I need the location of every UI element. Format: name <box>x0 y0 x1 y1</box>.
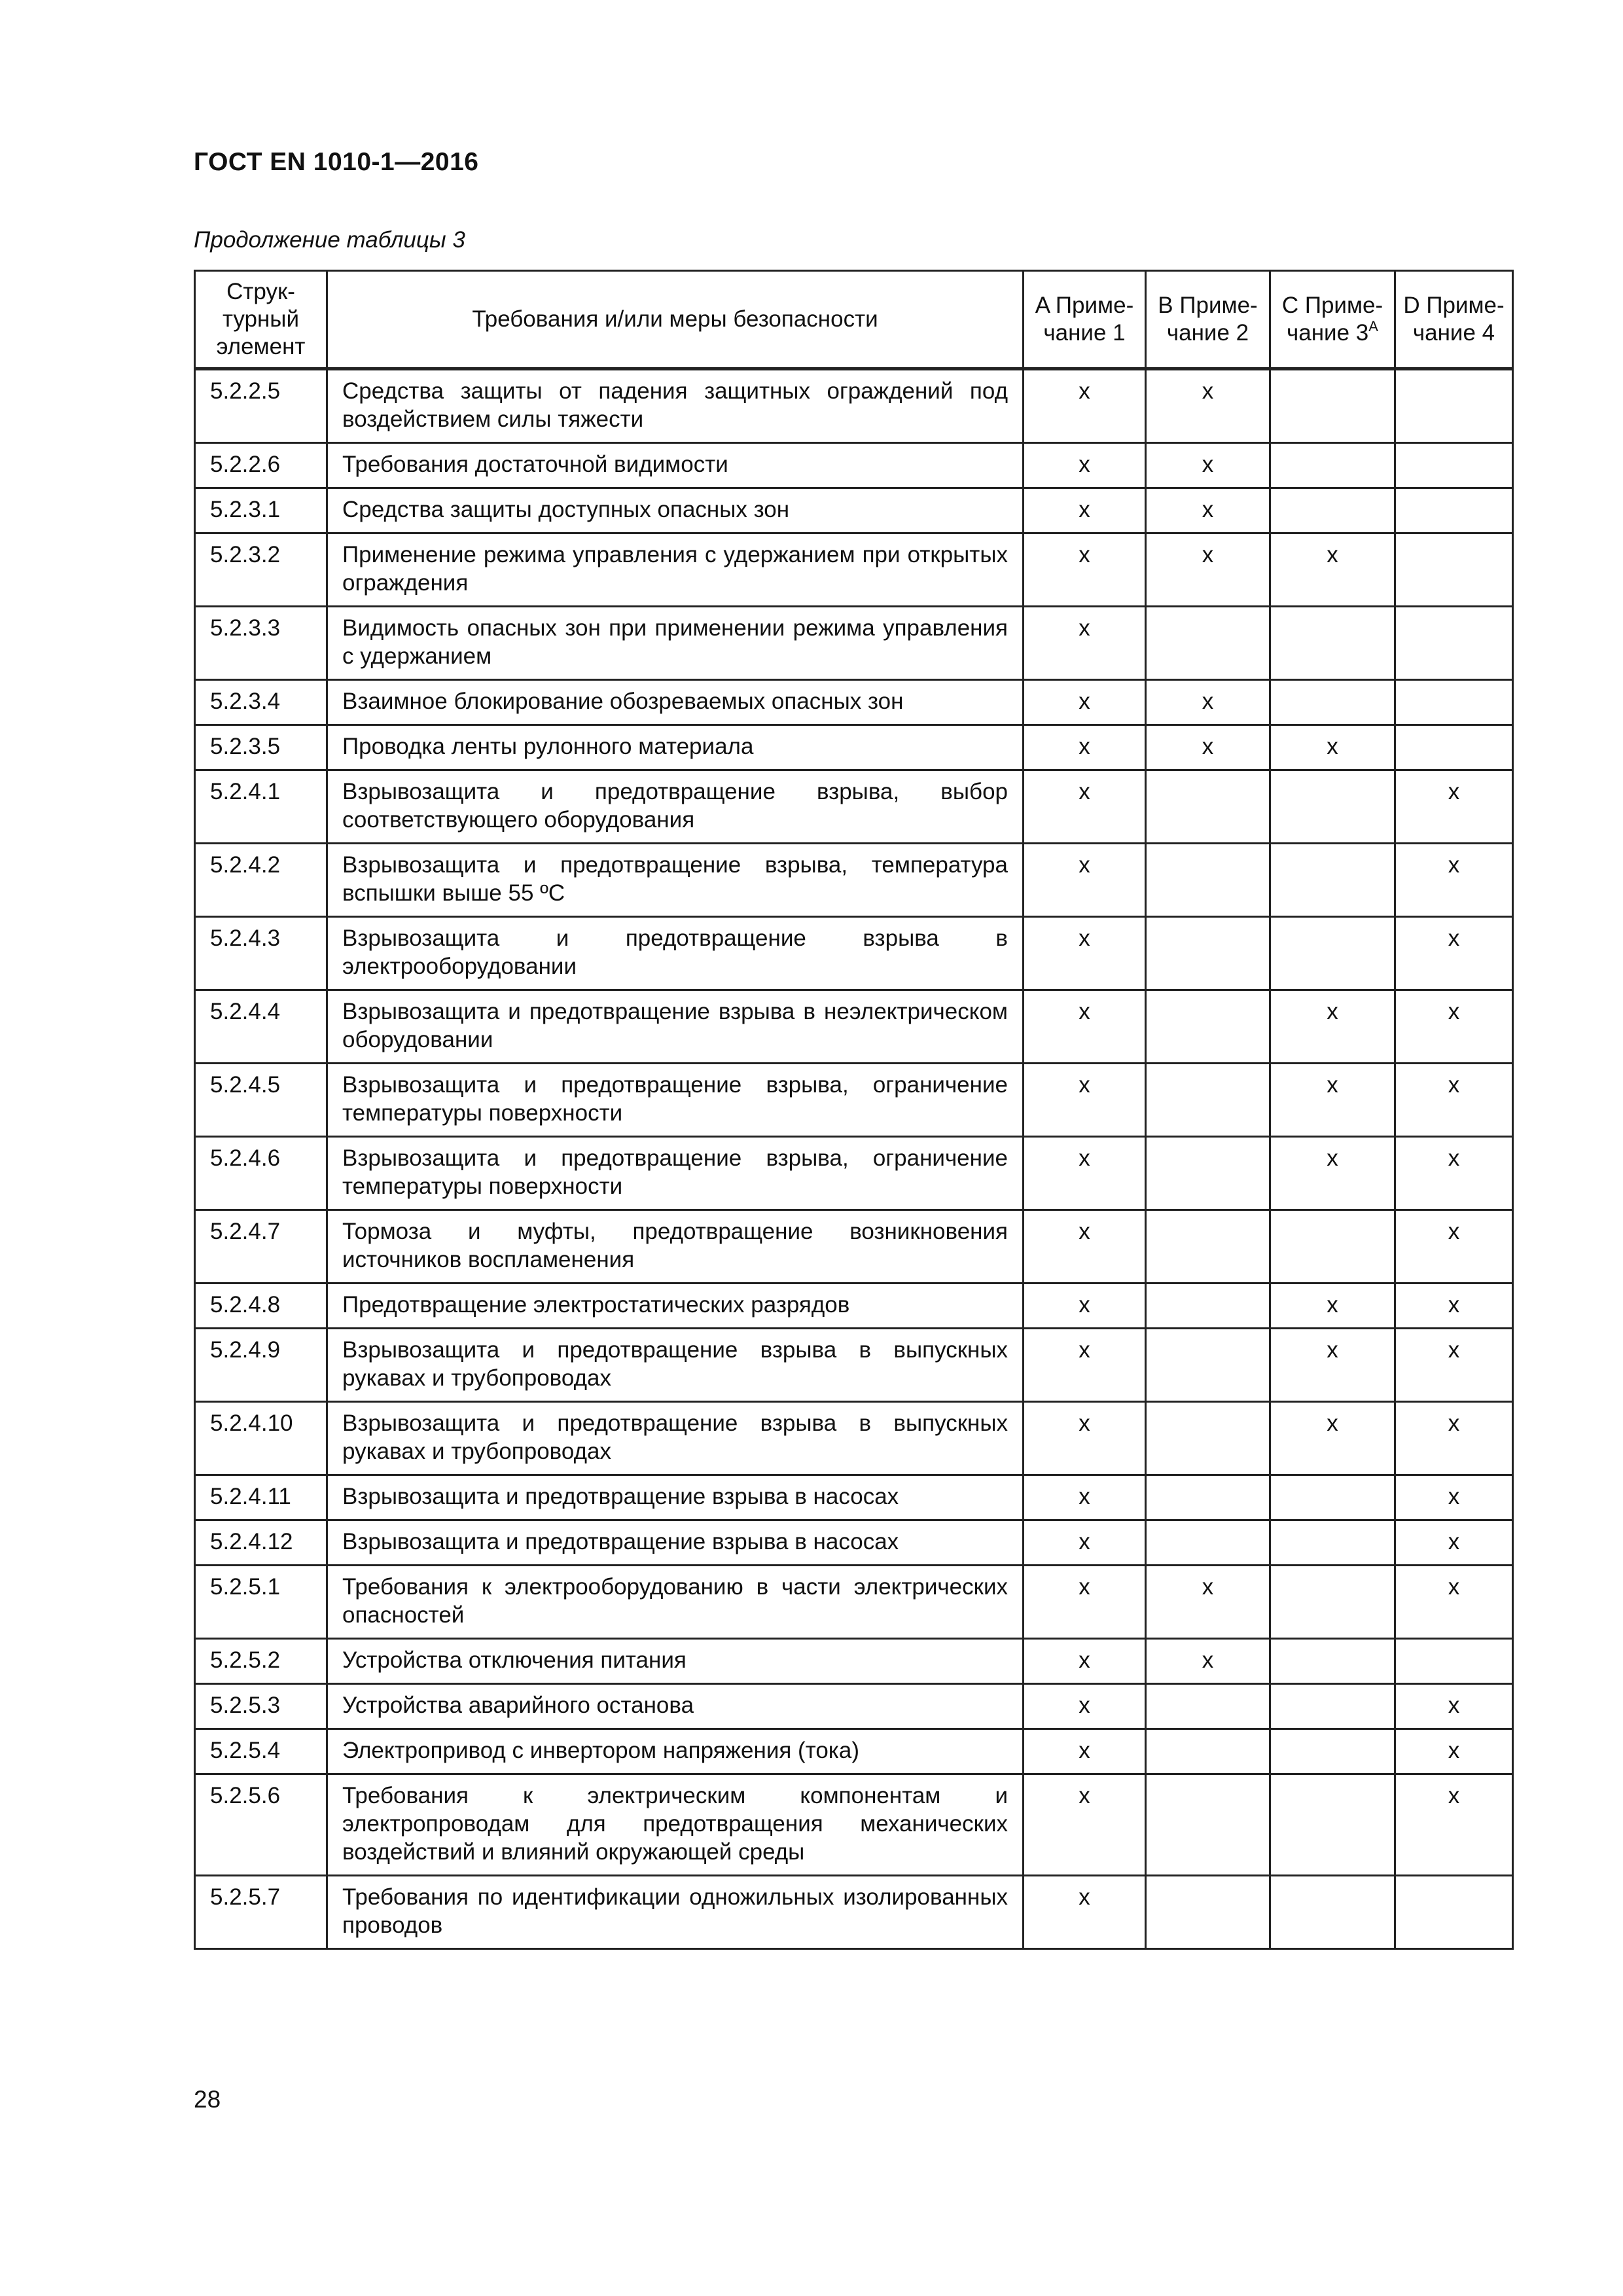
structural-element-cell: 5.2.4.11 <box>195 1475 327 1520</box>
note-d-cell: x <box>1395 1729 1513 1774</box>
note-d-cell <box>1395 488 1513 533</box>
table-row <box>195 1210 1513 1283</box>
note-b-cell: x <box>1146 443 1270 488</box>
table-row <box>195 1566 1513 1639</box>
table-row <box>195 1137 1513 1210</box>
note-b-cell: x <box>1146 533 1270 607</box>
table-row <box>195 1876 1513 1949</box>
structural-element-cell: 5.2.5.2 <box>195 1639 327 1684</box>
note-d-cell <box>1395 443 1513 488</box>
table-row <box>195 1064 1513 1137</box>
requirements-table <box>194 270 1514 1950</box>
note-b-cell <box>1146 1329 1270 1402</box>
structural-element-cell: 5.2.3.3 <box>195 607 327 680</box>
note-b-cell <box>1146 1876 1270 1949</box>
note-a-cell: x <box>1024 1402 1146 1475</box>
note-d-cell: x <box>1395 1684 1513 1729</box>
note-d-cell <box>1395 1639 1513 1684</box>
requirement-cell: Требования по идентификации одножильных изолированных проводов <box>327 1876 1024 1949</box>
note-c-cell <box>1270 1774 1395 1876</box>
note-c-cell: x <box>1270 1329 1395 1402</box>
table-row <box>195 488 1513 533</box>
note-c-cell: x <box>1270 1064 1395 1137</box>
note-d-cell: x <box>1395 1520 1513 1566</box>
note-a-cell: x <box>1024 1774 1146 1876</box>
note-d-cell: x <box>1395 1283 1513 1329</box>
note-c-cell <box>1270 1475 1395 1520</box>
structural-element-cell: 5.2.2.5 <box>195 369 327 443</box>
header-note-c <box>1270 271 1395 369</box>
table-row <box>195 369 1513 443</box>
table-row <box>195 607 1513 680</box>
note-b-cell <box>1146 1684 1270 1729</box>
note-c-cell <box>1270 1210 1395 1283</box>
header-element <box>195 271 327 369</box>
note-d-cell <box>1395 725 1513 770</box>
note-b-cell <box>1146 607 1270 680</box>
note-c-cell <box>1270 917 1395 990</box>
requirement-cell: Устройства отключения питания <box>327 1639 1024 1684</box>
note-b-cell <box>1146 1137 1270 1210</box>
note-c-cell <box>1270 1876 1395 1949</box>
note-c-cell: x <box>1270 725 1395 770</box>
note-d-cell <box>1395 680 1513 725</box>
requirement-cell: Взрывозащита и предотвращение взрыва в выпускных рукавах и трубопроводах <box>327 1329 1024 1402</box>
note-b-cell <box>1146 917 1270 990</box>
structural-element-cell: 5.2.4.7 <box>195 1210 327 1283</box>
header-note-d-label: D Приме-чание 4 <box>1403 293 1505 346</box>
table-row <box>195 533 1513 607</box>
note-a-cell: x <box>1024 1283 1146 1329</box>
note-b-cell <box>1146 1064 1270 1137</box>
structural-element-cell: 5.2.4.12 <box>195 1520 327 1566</box>
table-row <box>195 1283 1513 1329</box>
header-requirements <box>327 271 1024 369</box>
structural-element-cell: 5.2.3.2 <box>195 533 327 607</box>
note-a-cell: x <box>1024 725 1146 770</box>
note-a-cell: x <box>1024 1729 1146 1774</box>
note-c-cell <box>1270 1729 1395 1774</box>
table-row <box>195 917 1513 990</box>
header-note-a-label: A Приме-чание 1 <box>1035 293 1134 346</box>
note-b-cell <box>1146 1774 1270 1876</box>
requirement-cell: Взрывозащита и предотвращение взрыва в электрооборудовании <box>327 917 1024 990</box>
note-d-cell: x <box>1395 1329 1513 1402</box>
note-a-cell: x <box>1024 770 1146 844</box>
note-b-cell <box>1146 844 1270 917</box>
note-c-cell <box>1270 1566 1395 1639</box>
note-a-cell: x <box>1024 844 1146 917</box>
note-d-cell: x <box>1395 1475 1513 1520</box>
requirement-cell: Электропривод с инвертором напряжения (тока) <box>327 1729 1024 1774</box>
note-b-cell <box>1146 1210 1270 1283</box>
requirement-cell: Требования к электрическим компонентам и электропроводам для предотвращения механических воздействий и влияний окружающей среды <box>327 1774 1024 1876</box>
table-row <box>195 1684 1513 1729</box>
note-a-cell: x <box>1024 1210 1146 1283</box>
requirement-cell: Средства защиты доступных опасных зон <box>327 488 1024 533</box>
note-b-cell <box>1146 990 1270 1064</box>
note-b-cell: x <box>1146 680 1270 725</box>
note-c-cell <box>1270 1639 1395 1684</box>
note-d-cell <box>1395 369 1513 443</box>
table-row <box>195 725 1513 770</box>
header-row <box>195 271 1513 369</box>
structural-element-cell: 5.2.4.6 <box>195 1137 327 1210</box>
document-title: ГОСТ EN 1010-1—2016 <box>194 148 479 176</box>
note-d-cell: x <box>1395 1064 1513 1137</box>
note-c-cell <box>1270 488 1395 533</box>
table-caption: Продолжение таблицы 3 <box>194 227 465 253</box>
table-row <box>195 770 1513 844</box>
header-note-b <box>1146 271 1270 369</box>
requirement-cell: Взрывозащита и предотвращение взрыва, температура вспышки выше 55 ºC <box>327 844 1024 917</box>
note-d-cell: x <box>1395 917 1513 990</box>
note-a-cell: x <box>1024 1137 1146 1210</box>
note-d-cell: x <box>1395 1402 1513 1475</box>
note-c-cell <box>1270 443 1395 488</box>
note-a-cell: x <box>1024 488 1146 533</box>
note-a-cell: x <box>1024 1566 1146 1639</box>
structural-element-cell: 5.2.4.2 <box>195 844 327 917</box>
header-note-a <box>1024 271 1146 369</box>
requirement-cell: Взрывозащита и предотвращение взрыва, ограничение температуры поверхности <box>327 1137 1024 1210</box>
header-note-b-label: B Приме-чание 2 <box>1158 293 1258 346</box>
structural-element-cell: 5.2.3.5 <box>195 725 327 770</box>
note-a-cell: x <box>1024 1876 1146 1949</box>
requirement-cell: Предотвращение электростатических разрядов <box>327 1283 1024 1329</box>
note-b-cell: x <box>1146 369 1270 443</box>
note-a-cell: x <box>1024 607 1146 680</box>
note-b-cell <box>1146 1283 1270 1329</box>
table-row <box>195 1639 1513 1684</box>
requirement-cell: Применение режима управления с удержанием при открытых ограждения <box>327 533 1024 607</box>
note-a-cell: x <box>1024 1329 1146 1402</box>
header-note-c-superscript: A <box>1368 318 1378 334</box>
note-c-cell <box>1270 844 1395 917</box>
requirement-cell: Средства защиты от падения защитных ограждений под воздействием силы тяжести <box>327 369 1024 443</box>
structural-element-cell: 5.2.4.8 <box>195 1283 327 1329</box>
note-a-cell: x <box>1024 680 1146 725</box>
header-note-d <box>1395 271 1513 369</box>
note-c-cell <box>1270 1684 1395 1729</box>
note-d-cell: x <box>1395 770 1513 844</box>
structural-element-cell: 5.2.5.6 <box>195 1774 327 1876</box>
structural-element-cell: 5.2.4.4 <box>195 990 327 1064</box>
structural-element-cell: 5.2.2.6 <box>195 443 327 488</box>
note-c-cell <box>1270 1520 1395 1566</box>
note-b-cell <box>1146 770 1270 844</box>
note-d-cell <box>1395 607 1513 680</box>
structural-element-cell: 5.2.4.3 <box>195 917 327 990</box>
requirement-cell: Устройства аварийного останова <box>327 1684 1024 1729</box>
header-element-label: Струк-турный элемент <box>216 279 306 359</box>
note-a-cell: x <box>1024 443 1146 488</box>
note-a-cell: x <box>1024 533 1146 607</box>
table-row <box>195 844 1513 917</box>
note-d-cell: x <box>1395 844 1513 917</box>
note-d-cell: x <box>1395 1137 1513 1210</box>
note-a-cell: x <box>1024 369 1146 443</box>
table-row <box>195 1329 1513 1402</box>
note-b-cell: x <box>1146 488 1270 533</box>
note-a-cell: x <box>1024 1475 1146 1520</box>
requirement-cell: Проводка ленты рулонного материала <box>327 725 1024 770</box>
header-note-c-label: C Приме-чание 3 <box>1281 293 1383 346</box>
note-a-cell: x <box>1024 1064 1146 1137</box>
table-body <box>195 369 1513 1949</box>
structural-element-cell: 5.2.5.7 <box>195 1876 327 1949</box>
structural-element-cell: 5.2.3.1 <box>195 488 327 533</box>
requirement-cell: Видимость опасных зон при применении режима управления с удержанием <box>327 607 1024 680</box>
note-c-cell: x <box>1270 1283 1395 1329</box>
note-a-cell: x <box>1024 1639 1146 1684</box>
structural-element-cell: 5.2.4.9 <box>195 1329 327 1402</box>
note-d-cell: x <box>1395 990 1513 1064</box>
note-b-cell <box>1146 1475 1270 1520</box>
requirement-cell: Взрывозащита и предотвращение взрыва в насосах <box>327 1520 1024 1566</box>
requirement-cell: Взрывозащита и предотвращение взрыва, выбор соответствующего оборудования <box>327 770 1024 844</box>
note-b-cell: x <box>1146 1566 1270 1639</box>
requirement-cell: Тормоза и муфты, предотвращение возникновения источников воспламенения <box>327 1210 1024 1283</box>
note-b-cell: x <box>1146 1639 1270 1684</box>
table-row <box>195 1774 1513 1876</box>
structural-element-cell: 5.2.4.5 <box>195 1064 327 1137</box>
structural-element-cell: 5.2.4.1 <box>195 770 327 844</box>
note-b-cell <box>1146 1402 1270 1475</box>
note-a-cell: x <box>1024 1684 1146 1729</box>
note-d-cell: x <box>1395 1210 1513 1283</box>
table-row <box>195 680 1513 725</box>
table-row <box>195 1475 1513 1520</box>
note-c-cell <box>1270 369 1395 443</box>
note-b-cell: x <box>1146 725 1270 770</box>
note-d-cell: x <box>1395 1566 1513 1639</box>
note-d-cell <box>1395 1876 1513 1949</box>
page-number: 28 <box>194 2086 221 2113</box>
requirement-cell: Взрывозащита и предотвращение взрыва в насосах <box>327 1475 1024 1520</box>
requirement-cell: Требования достаточной видимости <box>327 443 1024 488</box>
note-c-cell <box>1270 680 1395 725</box>
table-row <box>195 1729 1513 1774</box>
structural-element-cell: 5.2.5.3 <box>195 1684 327 1729</box>
note-a-cell: x <box>1024 990 1146 1064</box>
note-c-cell: x <box>1270 1137 1395 1210</box>
note-a-cell: x <box>1024 917 1146 990</box>
note-d-cell: x <box>1395 1774 1513 1876</box>
table-row <box>195 1520 1513 1566</box>
structural-element-cell: 5.2.4.10 <box>195 1402 327 1475</box>
note-c-cell <box>1270 770 1395 844</box>
table-row <box>195 990 1513 1064</box>
header-requirements-label: Требования и/или меры безопасности <box>472 306 878 332</box>
note-a-cell: x <box>1024 1520 1146 1566</box>
note-b-cell <box>1146 1520 1270 1566</box>
note-c-cell: x <box>1270 1402 1395 1475</box>
note-c-cell <box>1270 607 1395 680</box>
note-c-cell: x <box>1270 990 1395 1064</box>
structural-element-cell: 5.2.5.4 <box>195 1729 327 1774</box>
table-row <box>195 443 1513 488</box>
note-c-cell: x <box>1270 533 1395 607</box>
requirement-cell: Взаимное блокирование обозреваемых опасных зон <box>327 680 1024 725</box>
note-b-cell <box>1146 1729 1270 1774</box>
requirement-cell: Взрывозащита и предотвращение взрыва в выпускных рукавах и трубопроводах <box>327 1402 1024 1475</box>
table-header <box>195 271 1513 369</box>
requirement-cell: Взрывозащита и предотвращение взрыва, ограничение температуры поверхности <box>327 1064 1024 1137</box>
structural-element-cell: 5.2.3.4 <box>195 680 327 725</box>
requirement-cell: Требования к электрооборудованию в части электрических опасностей <box>327 1566 1024 1639</box>
note-d-cell <box>1395 533 1513 607</box>
table-row <box>195 1402 1513 1475</box>
requirement-cell: Взрывозащита и предотвращение взрыва в неэлектрическом оборудовании <box>327 990 1024 1064</box>
structural-element-cell: 5.2.5.1 <box>195 1566 327 1639</box>
